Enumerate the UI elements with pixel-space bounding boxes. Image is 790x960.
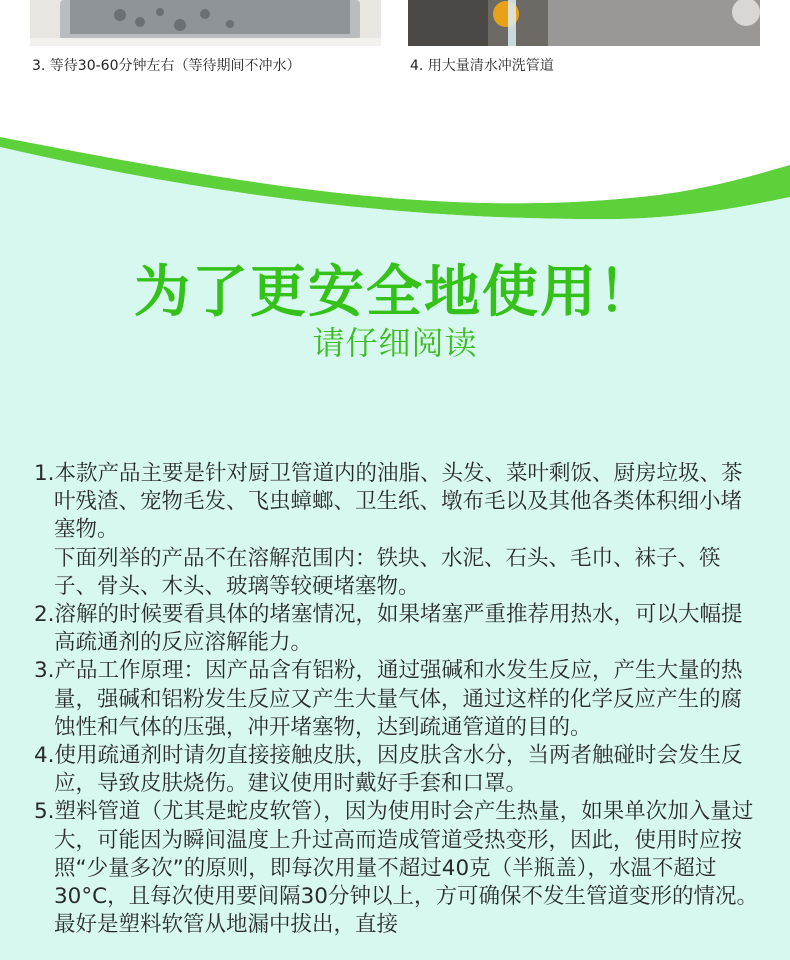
note-1-exclusions: 下面列举的产品不在溶解范围内：铁块、水泥、石头、毛巾、袜子、筷子、骨头、木头、玻璃等较硬堵塞物。 bbox=[54, 545, 721, 599]
note-1: 1.本款产品主要是针对厨卫管道内的油脂、头发、菜叶剩饭、厨房垃圾、茶叶残渣、宠物毛发、飞虫蟑螂、卫生纸、墩布毛以及其他各类体积细小堵塞物。 bbox=[34, 461, 743, 543]
step-4-caption: 4. 用大量清水冲洗管道 bbox=[410, 58, 554, 74]
sink-drain-photo bbox=[30, 0, 381, 46]
note-2: 2.溶解的时候要看具体的堵塞情况，如果堵塞严重推荐用热水，可以大幅提高疏通剂的反应溶解能力。 bbox=[34, 602, 743, 656]
read-carefully-subtitle: 请仔细阅读 bbox=[312, 324, 478, 362]
note-3: 3.产品工作原理：因产品含有铝粉，通过强碱和水发生反应，产生大量的热量，强碱和铝粉发生反应又产生大量气体，通过这样的化学反应产生的腐蚀性和气体的压强，冲开堵塞物，达到疏通管道的目的。 bbox=[34, 658, 743, 740]
step-3-caption: 3. 等待30-60分钟左右（等待期间不冲水） bbox=[32, 58, 301, 74]
safety-headline: 为了更安全地使用！ bbox=[134, 260, 656, 325]
usage-notes bbox=[34, 460, 762, 939]
note-4: 4.使用疏通剂时请勿直接接触皮肤，因皮肤含水分，当两者触碰时会发生反应，导致皮肤烧伤。建议使用时戴好手套和口罩。 bbox=[34, 743, 743, 797]
steps-section bbox=[0, 0, 790, 135]
note-5: 5.塑料管道（尤其是蛇皮软管），因为使用时会产生热量，如果单次加入量过大，可能因为瞬间温度上升过高而造成管道受热变形，因此，使用时应按照“少量多次”的原则，即每次用量不超过40克（半瓶盖），水温不超过30°C，且每次使用要间隔30分钟以上，方可确保不发生管道变形的情况。最好是塑料软管从地漏中拔出，直接 bbox=[34, 799, 758, 938]
green-wave-divider bbox=[0, 125, 790, 220]
faucet-rinse-photo bbox=[408, 0, 760, 46]
